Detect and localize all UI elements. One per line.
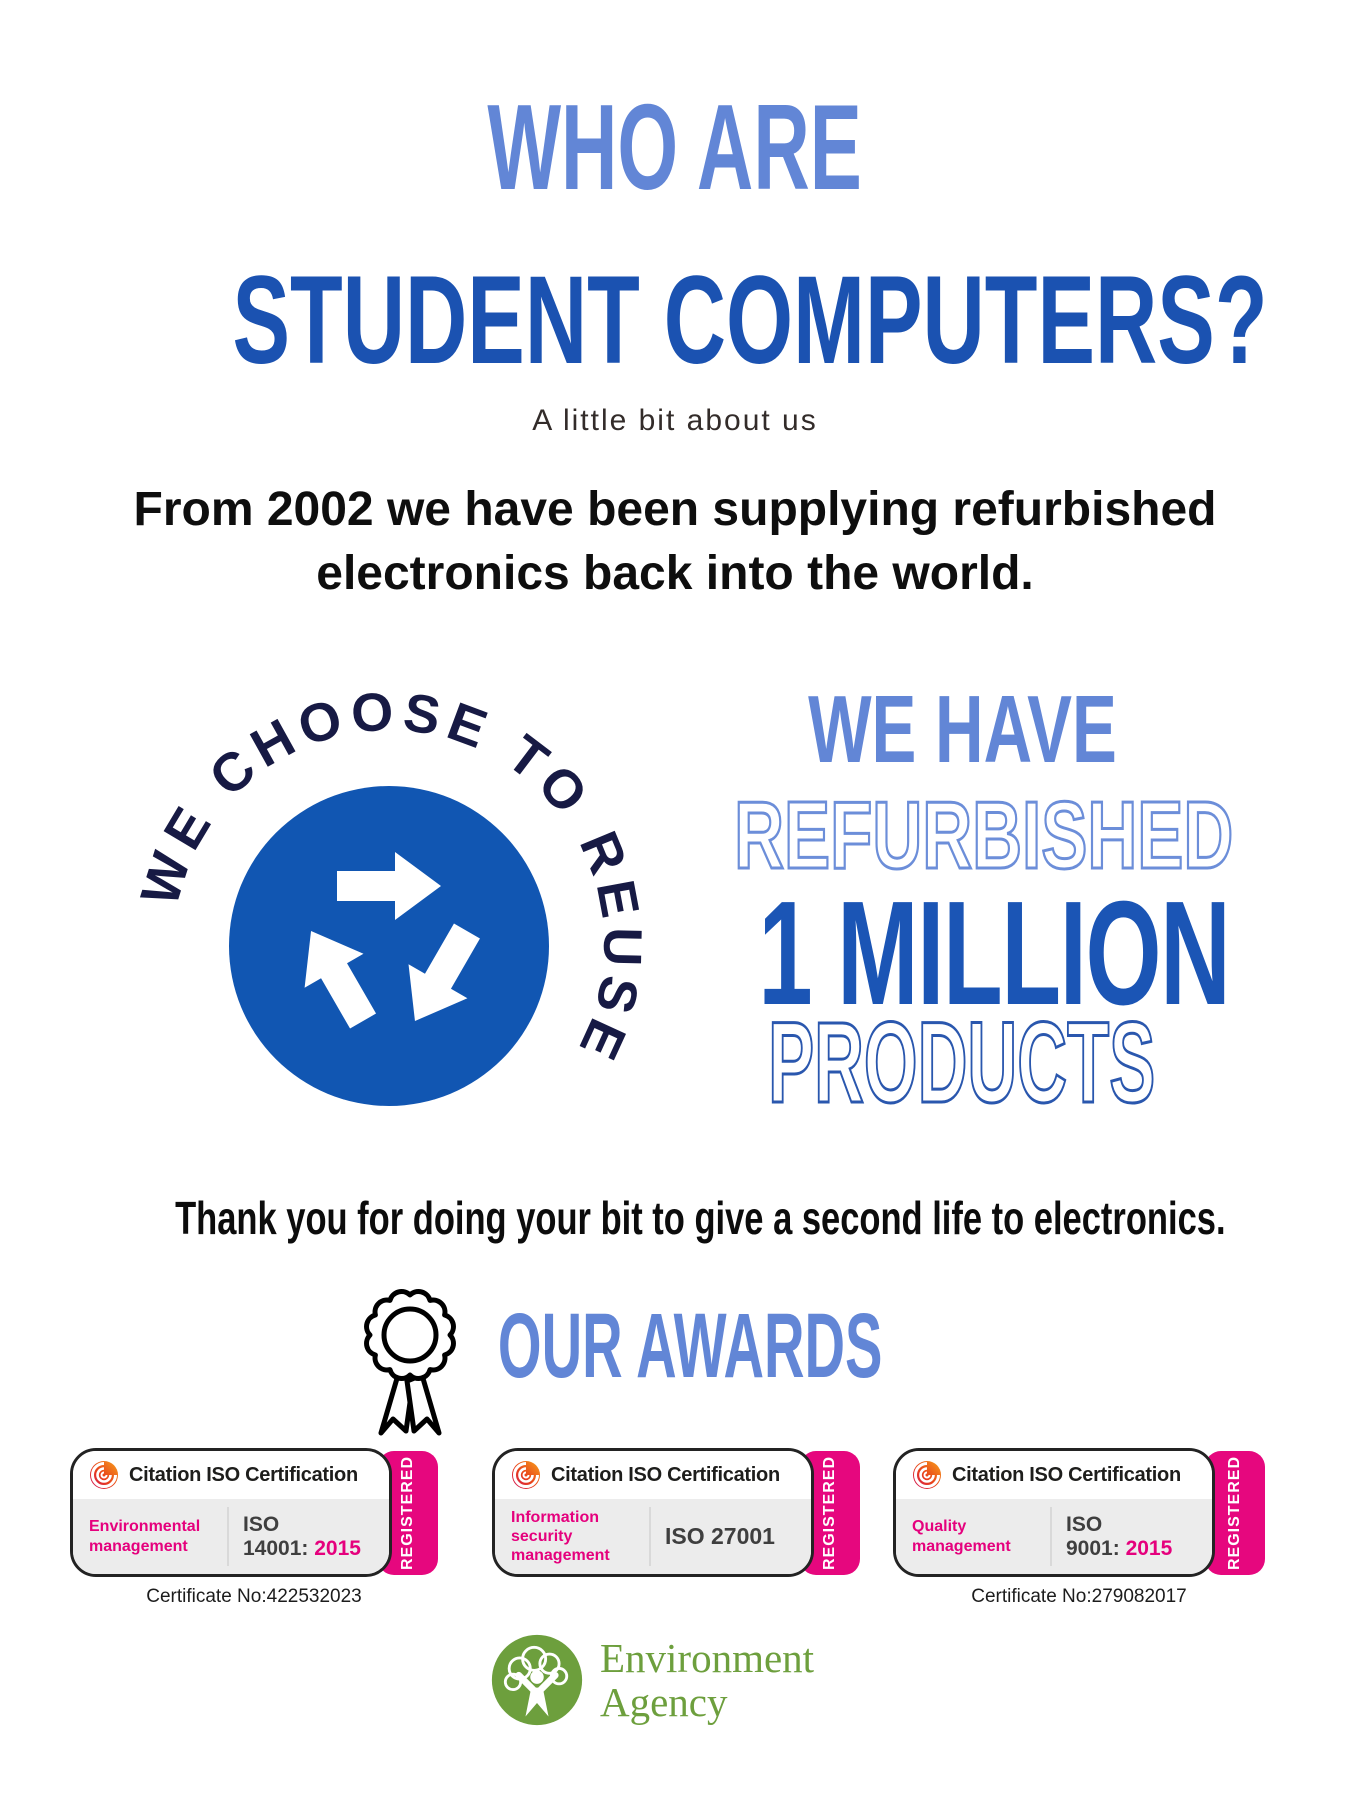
- badge-brand-text: Citation ISO Certification: [129, 1463, 358, 1486]
- iso-top: ISO: [243, 1512, 280, 1536]
- reuse-badge: [80, 560, 700, 1210]
- registered-tab-text: REGISTERED: [399, 1455, 416, 1570]
- registered-tab-text: REGISTERED: [1226, 1455, 1243, 1570]
- environment-agency-name: [600, 1636, 814, 1724]
- intro-line2: electronics back into the world.: [316, 547, 1034, 600]
- badge-detail-row: [495, 1499, 811, 1574]
- stat-line4-text: PRODUCTS: [768, 999, 1156, 1127]
- ea-name-line1: Environment: [600, 1635, 815, 1681]
- iso-year: 2015: [314, 1536, 361, 1560]
- title-line2-text: STUDENT COMPUTERS?: [232, 251, 1268, 390]
- iso-number: 9001:: [1066, 1536, 1120, 1560]
- badge-body: [492, 1448, 814, 1577]
- stat-line1-text: WE HAVE: [807, 676, 1117, 783]
- awards-heading: [340, 1295, 1040, 1419]
- registered-tab-text: REGISTERED: [821, 1455, 838, 1570]
- badge-brand-row: [495, 1451, 811, 1499]
- badge-detail-row: [73, 1499, 389, 1574]
- reuse-arc-text: WE CHOOSE TO REUSE: [129, 681, 653, 1075]
- certificate-number-quality: Certificate No:279082017: [971, 1586, 1187, 1607]
- badge-brand-text: Citation ISO Certification: [551, 1463, 780, 1486]
- badge-label: Information security management: [511, 1508, 610, 1565]
- certificate-number-environmental: Certificate No:422532023: [146, 1586, 362, 1607]
- badge-brand-row: [73, 1451, 389, 1499]
- badge-iso-block: [1052, 1513, 1212, 1561]
- iso-year: 2015: [1125, 1536, 1173, 1560]
- subtitle: A little bit about us: [532, 404, 818, 437]
- badge-body: [893, 1448, 1215, 1577]
- citation-logo-icon: [511, 1460, 541, 1490]
- badge-iso-block: ISO 27001: [665, 1523, 775, 1549]
- iso-number: 14001:: [243, 1536, 309, 1560]
- intro-line1: From 2002 we have been supplying refurbished: [133, 483, 1217, 536]
- thanks-line: [0, 1190, 1350, 1258]
- stat-line3-text: 1 MILLION: [758, 871, 1230, 1036]
- thanks-text: Thank you for doing your bit to give a second life to electronics.: [175, 1192, 1226, 1244]
- iso-bottom: [1066, 1537, 1212, 1561]
- iso-badge-quality: [893, 1448, 1265, 1578]
- ea-name-line2: Agency: [600, 1679, 728, 1725]
- badge-label: Quality management: [912, 1518, 1011, 1555]
- page-title-line2: [0, 251, 1350, 421]
- environment-agency-logo: [489, 1632, 585, 1728]
- badge-iso-block: [229, 1513, 389, 1561]
- iso-top: ISO: [1066, 1512, 1103, 1536]
- iso-badge-information-security: [492, 1448, 860, 1578]
- iso-bottom: [243, 1537, 389, 1561]
- stat-line2-text: REFURBISHED: [734, 782, 1234, 889]
- reuse-circle: [229, 786, 549, 1106]
- badge-detail-row: [896, 1499, 1212, 1574]
- stat-products: [637, 999, 1287, 1155]
- badge-label: Environmental management: [89, 1518, 201, 1555]
- awards-heading-text: OUR AWARDS: [497, 1295, 883, 1397]
- title-line1-text: WHO ARE: [487, 79, 863, 215]
- citation-logo-icon: [89, 1460, 119, 1490]
- iso-badge-environmental: [70, 1448, 438, 1578]
- badge-brand-text: Citation ISO Certification: [952, 1463, 1181, 1486]
- badge-brand-row: [896, 1451, 1212, 1499]
- page-title-line1: [0, 79, 1350, 246]
- badge-body: [70, 1448, 392, 1577]
- citation-logo-icon: [912, 1460, 942, 1490]
